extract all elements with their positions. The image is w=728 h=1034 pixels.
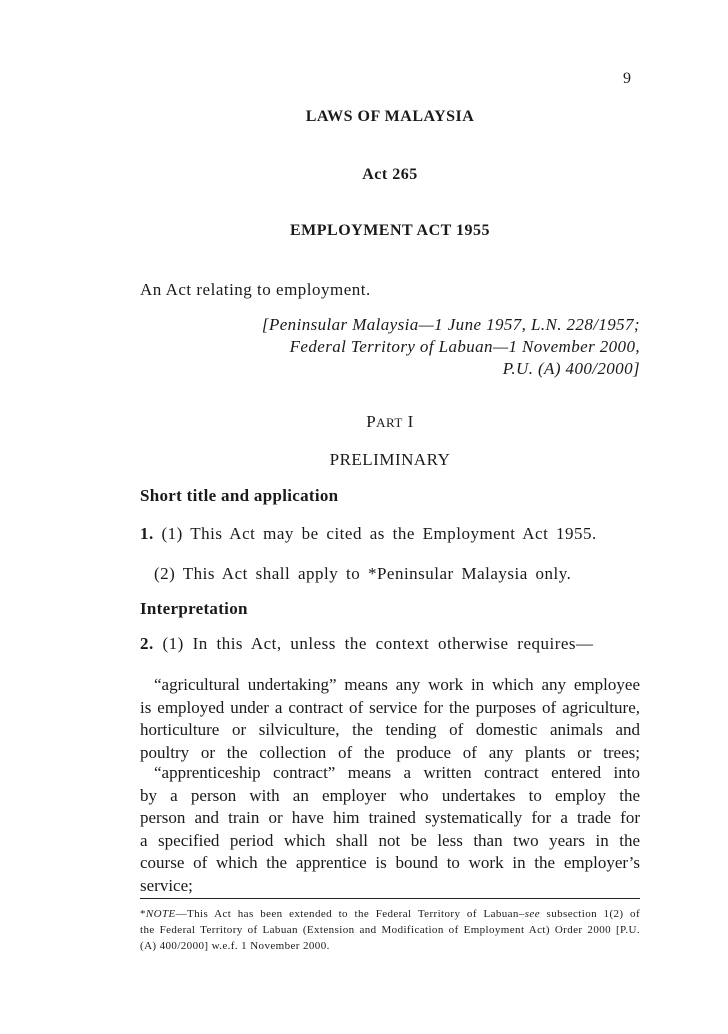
section-1-number: 1.: [140, 524, 154, 543]
footnote-text-1a: —This Act has been extended to the Federal Territory of Labuan–: [175, 908, 525, 920]
footnote-line-1: [140, 906, 640, 922]
section-2-number: 2.: [140, 634, 154, 653]
definition-line: “apprenticeship contract” means a written contract entered into: [154, 763, 640, 782]
definition-line: service;: [140, 875, 193, 895]
definition-line: horticulture or silviculture, the tending of domestic animals and: [140, 720, 640, 739]
definition-line: a specified period which shall not be less than two years in the: [140, 830, 640, 850]
commencement-note: [140, 314, 640, 380]
part-label: PART: [366, 412, 403, 431]
definition-line: course of which the apprentice is bound to work in the employer’s: [140, 853, 640, 872]
definition-line: poultry or the collection of the produce of any plants or trees;: [140, 742, 640, 762]
section-1-sub1-text: (1) This Act may be cited as the Employment Act 1955.: [161, 524, 597, 543]
long-title: An Act relating to employment.: [140, 280, 371, 299]
section-2-heading: Interpretation: [140, 599, 248, 618]
footnote-line-3: (A) 400/2000] w.e.f. 1 November 2000.: [140, 940, 330, 952]
footnote-note-label: NOTE: [145, 908, 176, 920]
part-heading: [140, 412, 640, 432]
section-2-subsection-1: [140, 634, 594, 654]
commencement-line-3: P.U. (A) 400/2000]: [502, 359, 640, 378]
definition-agricultural-undertaking: [140, 674, 640, 764]
laws-title: LAWS OF MALAYSIA: [305, 108, 475, 125]
page-number: 9: [623, 70, 631, 87]
footnote-text-1b: subsection 1(2) of: [540, 908, 641, 920]
section-2-sub1-text: (1) In this Act, unless the context otherwise requires—: [162, 634, 594, 653]
footnote: [140, 906, 640, 954]
commencement-line-1: [Peninsular Malaysia—1 June 1957, L.N. 228/1957;: [261, 315, 640, 334]
footnote-line-2: the Federal Territory of Labuan (Extension and Modification of Employment Act) Order 2000 [P.U.: [140, 924, 640, 936]
act-name: EMPLOYMENT ACT 1955: [289, 222, 491, 239]
definition-line: by a person with an employer who undertakes to employ the: [140, 785, 640, 805]
footnote-see: see: [524, 908, 540, 920]
definition-line: person and train or have him trained systematically for a trade for: [140, 808, 640, 827]
section-1-subsection-1: [140, 524, 597, 544]
act-number: Act 265: [362, 166, 418, 183]
section-1-subsection-2: (2) This Act shall apply to *Peninsular Malaysia only.: [154, 564, 572, 583]
definition-apprenticeship-contract: [140, 762, 640, 897]
definition-line: “agricultural undertaking” means any work in which any employee: [154, 675, 640, 694]
footnote-divider: [140, 898, 640, 899]
part-number: I: [407, 412, 414, 431]
part-title: PRELIMINARY: [329, 450, 451, 469]
commencement-line-2: Federal Territory of Labuan—1 November 2000,: [289, 337, 640, 356]
section-1-heading: Short title and application: [140, 486, 339, 505]
definition-line: is employed under a contract of service for the purposes of agriculture,: [140, 697, 640, 717]
footnote-marker: *: [140, 908, 146, 920]
